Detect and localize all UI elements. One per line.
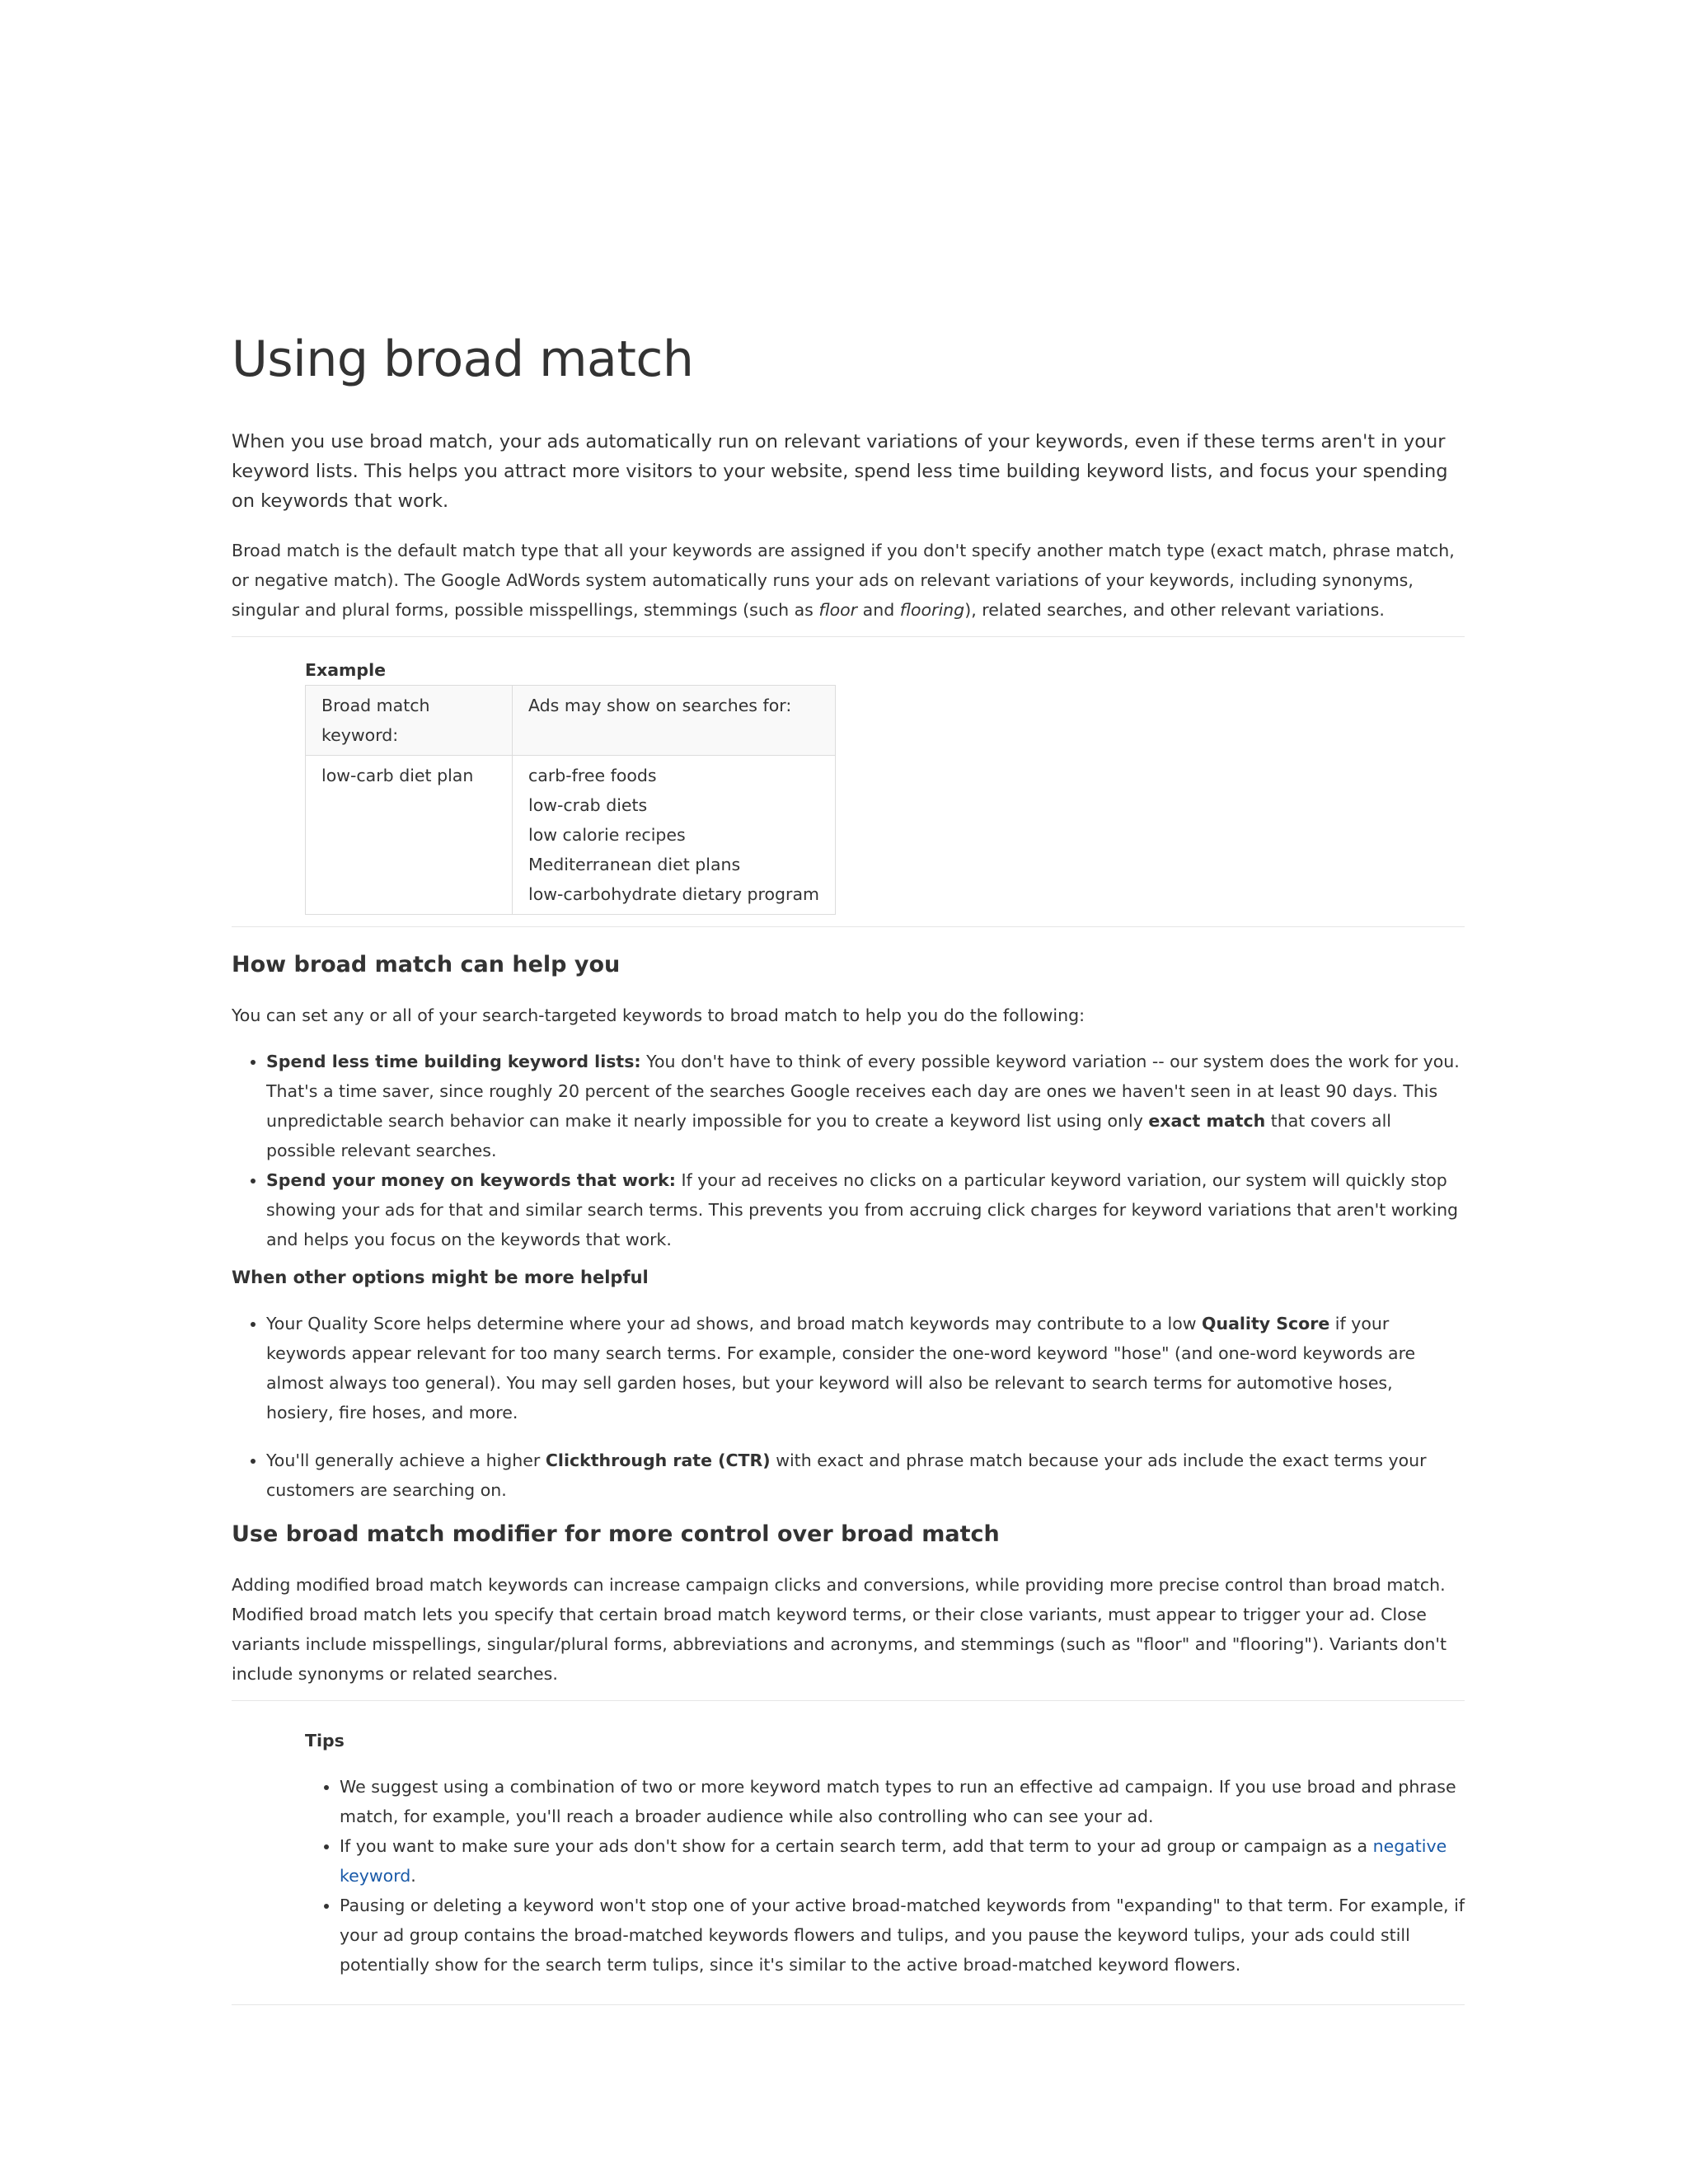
table-header-row <box>306 686 836 756</box>
intro-em-flooring: flooring <box>899 600 965 620</box>
list-item-text: You'll generally achieve a higher <box>266 1451 546 1471</box>
list-item-bold: Spend your money on keywords that work: <box>266 1170 676 1191</box>
example-title: Example <box>305 660 387 680</box>
list-item-bold: Spend less time building keyword lists: <box>266 1052 641 1072</box>
article <box>232 330 1465 2005</box>
table-cell-searches <box>513 756 836 915</box>
search-term: low calorie recipes <box>528 825 686 845</box>
intro-text-a: Broad match is the default match type that all your keywords are assigned if you don't specify another match type (exact match, phrase match, or negative match). The Google AdWords system automatically runs your ads on relevant variations of your keywords, including synonyms, singular and plural forms, possible misspellings, stemmings (such as <box>232 541 1455 620</box>
list-item <box>266 1165 1465 1254</box>
search-term: Mediterranean diet plans <box>528 855 741 874</box>
other-options-list <box>232 1309 1465 1505</box>
list-item-text: . <box>410 1866 416 1886</box>
tips-list <box>305 1772 1465 1980</box>
list-item-text: that covers all possible relevant searches. <box>266 1111 1392 1161</box>
list-item-text: You don't have to think of every possible keyword variation -- our system does the work for you. That's a time saver, since roughly 20 percent of the searches Google receives each day are ones we haven't seen in at least 90 days. This unpredictable search behavior can make it nearly impossible for you to create a keyword list using only <box>266 1052 1460 1132</box>
list-item-text: if your keywords appear relevant for too many search terms. For example, consider the one-word keyword "hose" (and one-word keywords are almost always too general). You may sell garden hoses, but your keyword will also be relevant to search terms for automotive hoses, hosiery, fire hoses, and more. <box>266 1314 1416 1423</box>
list-item <box>266 1446 1465 1505</box>
section-heading-help: How broad match can help you <box>232 952 621 977</box>
list-item <box>266 1309 1465 1427</box>
subheading-other-options: When other options might be more helpful <box>232 1268 649 1288</box>
divider <box>232 2004 1465 2005</box>
negative-keyword-link[interactable]: negative keyword <box>340 1836 1447 1886</box>
list-item-bold: Clickthrough rate (CTR) <box>545 1451 771 1471</box>
table-header-keyword: Broad match keyword: <box>306 686 513 756</box>
search-term: low-crab diets <box>528 795 648 815</box>
search-term: low-carbohydrate dietary program <box>528 884 820 904</box>
help-intro: You can set any or all of your search-targeted keywords to broad match to help you do the following: <box>232 1005 1085 1026</box>
intro-lead: When you use broad match, your ads automatically run on relevant variations of your keywords, even if these terms aren't in your keyword lists. This helps you attract more visitors to your website, spend less time building keyword lists, and focus your spending on keywords that work. <box>232 431 1448 512</box>
intro-text-and: and <box>857 600 900 620</box>
table-header-searches: Ads may show on searches for: <box>513 686 836 756</box>
intro-em-floor: floor <box>818 600 858 620</box>
table-row <box>306 756 836 915</box>
list-item: • We suggest using a combination of two or more keyword match types to run an effective ad campaign. If you use broad and phrase match, for example, you'll reach a broader audience while also controlling who can see your ad. <box>340 1772 1465 1831</box>
page-title: Using broad match <box>232 330 694 388</box>
example-table <box>305 685 836 915</box>
list-item: • Pausing or deleting a keyword won't stop one of your active broad-matched keywords from "expanding" to that term. For example, if your ad group contains the broad-matched keywords flowers and tulips, and you pause the keyword tulips, your ads could still potentially show for the search term tulips, since it's similar to the active broad-matched keyword flowers. <box>340 1891 1465 1980</box>
divider <box>232 926 1465 927</box>
modifier-paragraph: Adding modified broad match keywords can increase campaign clicks and conversions, while providing more precise control than broad match. Modified broad match lets you specify that certain broad match keyword terms, or their close variants, must appear to trigger your ad. Close variants include misspellings, singular/plural forms, abbreviations and acronyms, and stemmings (such as "floor" and "flooring"). Variants don't include synonyms or related searches. <box>232 1575 1447 1685</box>
section-heading-modifier: Use broad match modifier for more control over broad match <box>232 1521 1000 1548</box>
intro-paragraph <box>232 536 1465 625</box>
search-term: carb-free foods <box>528 766 657 785</box>
table-cell-keyword: low-carb diet plan <box>306 756 513 915</box>
intro-text-b: ), related searches, and other relevant variations. <box>964 600 1385 620</box>
list-item-text: If your ad receives no clicks on a particular keyword variation, our system will quickly stop showing your ads for that and similar search terms. This prevents you from accruing click charges for keyword variations that aren't working and helps you focus on the keywords that work. <box>266 1170 1459 1250</box>
list-item <box>340 1831 1465 1891</box>
example-callout <box>232 637 1465 926</box>
tips-callout <box>232 1701 1465 2004</box>
list-item-text: Your Quality Score helps determine where your ad shows, and broad match keywords may contribute to a low <box>266 1314 1203 1334</box>
list-item <box>266 1047 1465 1165</box>
list-item-text: with exact and phrase match because your ads include the exact terms your customers are searching on. <box>266 1451 1427 1501</box>
list-item-text: If you want to make sure your ads don't show for a certain search term, add that term to your ad group or campaign as a <box>340 1836 1373 1857</box>
help-list <box>232 1047 1465 1254</box>
list-item-bold: Quality Score <box>1202 1314 1330 1334</box>
list-item-bold: exact match <box>1148 1111 1266 1132</box>
tips-title: Tips <box>305 1731 345 1751</box>
